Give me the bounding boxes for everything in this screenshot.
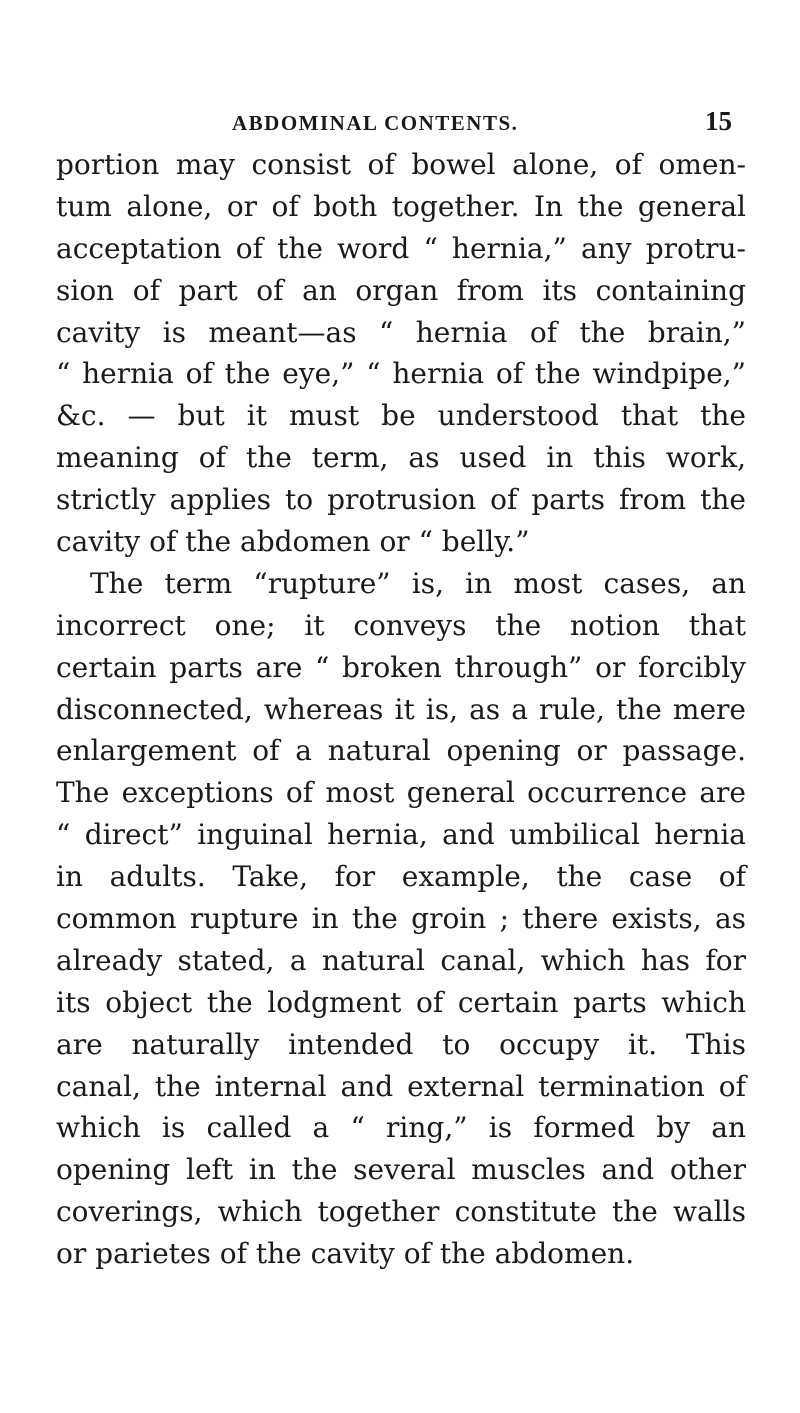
page-number: 15 — [705, 106, 732, 136]
text-line: coverings, which together constitute the walls — [56, 1195, 746, 1229]
paragraph-start-line: The term “rupture” is, in most cases, an — [90, 566, 746, 600]
paragraph-end-line: or parietes of the cavity of the abdomen. — [56, 1237, 635, 1271]
text-line: incorrect one; it conveys the notion that — [56, 608, 746, 642]
body-text — [56, 144, 746, 1275]
text-line: canal, the internal and external termination of — [56, 1069, 746, 1103]
text-line: common rupture in the groin ; there exists, as — [56, 902, 746, 936]
text-line: portion may consist of bowel alone, of omen- — [56, 148, 746, 181]
text-line: disconnected, whereas it is, as a rule, the mere — [56, 692, 746, 726]
text-line: meaning of the term, as used in this work, — [56, 441, 746, 475]
text-line: &c. — but it must be understood that the — [56, 399, 746, 433]
text-line: already stated, a natural canal, which has for — [56, 943, 746, 977]
text-line: “ hernia of the eye,” “ hernia of the windpipe,” — [56, 357, 746, 391]
text-line: opening left in the several muscles and other — [56, 1153, 746, 1187]
text-line: enlargement of a natural opening or passage. — [56, 734, 746, 768]
text-line: “ direct” inguinal hernia, and umbilical hernia — [56, 818, 746, 852]
paragraph-end-line: cavity of the abdomen or “ belly.” — [56, 525, 530, 559]
text-line: which is called a “ ring,” is formed by an — [56, 1111, 746, 1145]
text-line: strictly applies to protrusion of parts from the — [56, 483, 746, 517]
text-line: The exceptions of most general occurrence are — [56, 776, 746, 810]
text-line: its object the lodgment of certain parts which — [56, 985, 746, 1019]
text-line: certain parts are “ broken through” or forcibly — [56, 650, 746, 684]
text-line: acceptation of the word “ hernia,” any protru- — [56, 231, 746, 265]
text-line: tum alone, or of both together. In the general — [56, 189, 746, 223]
text-line: in adults. Take, for example, the case of — [56, 860, 746, 894]
text-line: are naturally intended to occupy it. This — [56, 1027, 746, 1061]
text-line: cavity is meant—as “ hernia of the brain,” — [56, 315, 746, 349]
text-line: sion of part of an organ from its containing — [56, 273, 746, 307]
running-title: ABDOMINAL CONTENTS. — [232, 111, 519, 135]
running-head — [232, 106, 732, 142]
